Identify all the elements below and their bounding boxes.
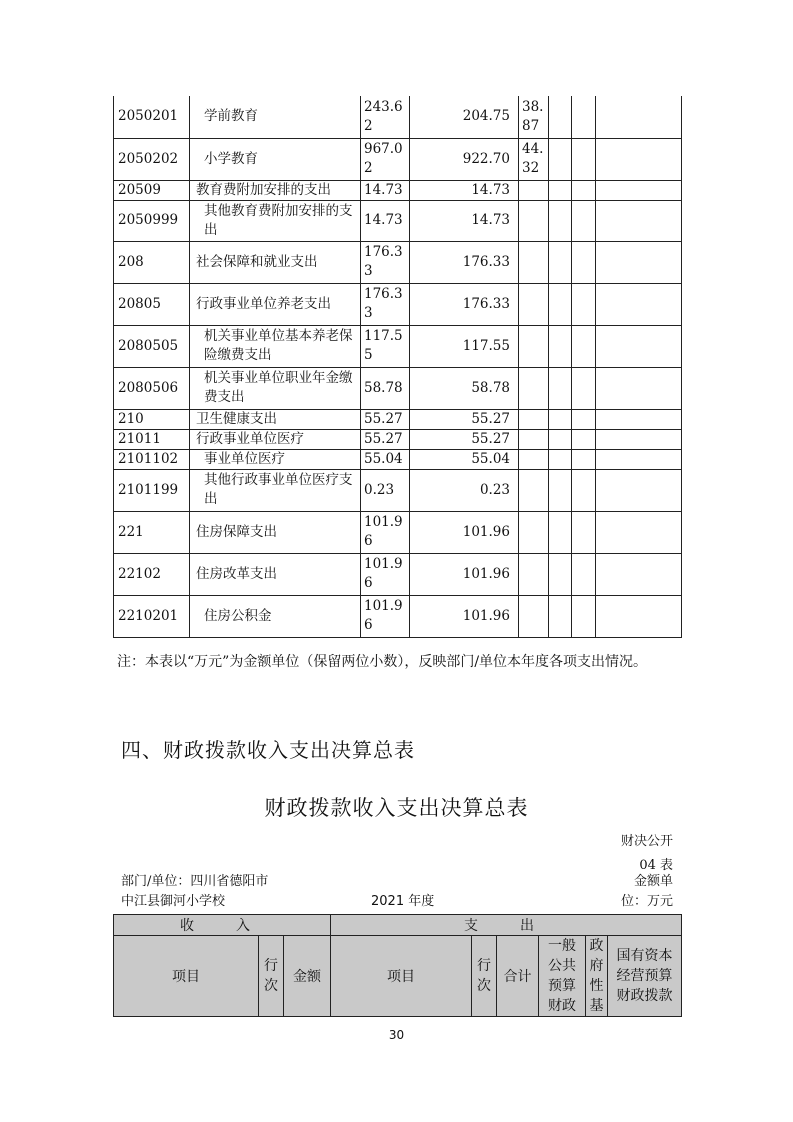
- row-empty-3: [596, 553, 682, 595]
- row-empty-1: [549, 96, 572, 138]
- row-basic: 101.96: [410, 595, 519, 637]
- row-name: 社会保障和就业支出: [190, 241, 361, 283]
- row-project: 38.87: [519, 96, 549, 138]
- row-empty-1: [549, 241, 572, 283]
- row-empty-2: [572, 138, 596, 180]
- state-capital-header: 国有资本经营预算财政拨款: [608, 936, 682, 1017]
- row-empty-1: [549, 409, 572, 429]
- dept-label-line2: 中江县御河小学校: [121, 894, 226, 909]
- row-empty-3: [596, 200, 682, 241]
- table-row: [114, 96, 682, 138]
- row-empty-1: [549, 283, 572, 325]
- row-empty-2: [572, 469, 596, 511]
- row-empty-2: [572, 367, 596, 409]
- unit-label-line1: 金额单: [633, 874, 673, 889]
- row-empty-2: [572, 180, 596, 200]
- row-empty-3: [596, 241, 682, 283]
- row-basic: 58.78: [410, 367, 519, 409]
- table-row: [114, 325, 682, 367]
- row-total: 58.78: [361, 367, 410, 409]
- row-project: [519, 409, 549, 429]
- row-empty-1: [549, 449, 572, 469]
- row-code: 22102: [114, 553, 190, 595]
- expense-header: 支 出: [331, 915, 682, 936]
- row-empty-2: [572, 429, 596, 449]
- form-code-line1: 财决公开: [620, 834, 673, 849]
- row-empty-3: [596, 138, 682, 180]
- row-project: [519, 283, 549, 325]
- row-code: 210: [114, 409, 190, 429]
- table-row: [114, 469, 682, 511]
- row-empty-1: [549, 469, 572, 511]
- row-empty-2: [572, 449, 596, 469]
- row-project: [519, 449, 549, 469]
- row-empty-2: [572, 241, 596, 283]
- row-name: 其他教育费附加安排的支出: [190, 200, 361, 241]
- row-empty-3: [596, 283, 682, 325]
- gov-fund-header: 政府性基: [586, 936, 608, 1017]
- row-total: 55.27: [361, 429, 410, 449]
- income-header: 收 入: [114, 915, 331, 936]
- income-amount-header: 金额: [284, 936, 331, 1017]
- row-empty-3: [596, 96, 682, 138]
- row-basic: 922.70: [410, 138, 519, 180]
- row-code: 20805: [114, 283, 190, 325]
- row-empty-1: [549, 429, 572, 449]
- row-name: 小学教育: [190, 138, 361, 180]
- row-empty-3: [596, 429, 682, 449]
- row-empty-2: [572, 409, 596, 429]
- income-item-header: 项目: [114, 936, 259, 1017]
- row-empty-2: [572, 283, 596, 325]
- table-row: [114, 595, 682, 637]
- row-project: [519, 180, 549, 200]
- row-total: 117.55: [361, 325, 410, 367]
- table-title: 财政拨款收入支出决算总表: [264, 796, 529, 820]
- section-heading: 四、财政拨款收入支出决算总表: [121, 738, 415, 762]
- row-empty-3: [596, 325, 682, 367]
- row-basic: 55.27: [410, 429, 519, 449]
- row-project: [519, 553, 549, 595]
- row-total: 243.62: [361, 96, 410, 138]
- row-empty-1: [549, 595, 572, 637]
- row-basic: 101.96: [410, 511, 519, 553]
- form-code-line2: 04 表: [639, 858, 673, 873]
- row-empty-2: [572, 325, 596, 367]
- row-empty-1: [549, 138, 572, 180]
- table-row: [114, 409, 682, 429]
- row-empty-3: [596, 449, 682, 469]
- table-row: [114, 200, 682, 241]
- row-empty-2: [572, 511, 596, 553]
- row-code: 2050202: [114, 138, 190, 180]
- row-code: 208: [114, 241, 190, 283]
- row-code: 221: [114, 511, 190, 553]
- row-name: 教育费附加安排的支出: [190, 180, 361, 200]
- row-name: 学前教育: [190, 96, 361, 138]
- table-row: [114, 511, 682, 553]
- table-row: [114, 367, 682, 409]
- row-basic: 55.04: [410, 449, 519, 469]
- page-number: 30: [388, 1028, 405, 1042]
- row-code: 2101199: [114, 469, 190, 511]
- row-code: 21011: [114, 429, 190, 449]
- row-name: 住房改革支出: [190, 553, 361, 595]
- fiscal-year: 2021 年度: [371, 894, 435, 909]
- row-empty-3: [596, 409, 682, 429]
- unit-label-line2: 位：万元: [620, 894, 673, 909]
- row-code: 2050999: [114, 200, 190, 241]
- row-total: 967.02: [361, 138, 410, 180]
- row-project: [519, 367, 549, 409]
- row-basic: 101.96: [410, 553, 519, 595]
- row-empty-1: [549, 200, 572, 241]
- general-budget-header: 一般公共预算财政: [539, 936, 586, 1017]
- row-empty-1: [549, 325, 572, 367]
- budget-summary-table: [113, 914, 682, 1017]
- row-basic: 14.73: [410, 180, 519, 200]
- form-code: [621, 833, 673, 875]
- table-row: [114, 241, 682, 283]
- row-empty-3: [596, 180, 682, 200]
- expense-row-no-header: 行次: [472, 936, 497, 1017]
- row-empty-3: [596, 367, 682, 409]
- income-row-no-header: 行次: [259, 936, 284, 1017]
- row-name: 行政事业单位养老支出: [190, 283, 361, 325]
- row-empty-2: [572, 200, 596, 241]
- row-basic: 0.23: [410, 469, 519, 511]
- row-name: 机关事业单位基本养老保险缴费支出: [190, 325, 361, 367]
- row-empty-1: [549, 553, 572, 595]
- row-project: [519, 429, 549, 449]
- row-name: 事业单位医疗: [190, 449, 361, 469]
- row-empty-3: [596, 469, 682, 511]
- table-note: 注：本表以“万元”为金额单位（保留两位小数），反映部门/单位本年度各项支出情况。: [117, 654, 648, 670]
- row-total: 0.23: [361, 469, 410, 511]
- row-code: 2210201: [114, 595, 190, 637]
- row-basic: 176.33: [410, 241, 519, 283]
- row-basic: 14.73: [410, 200, 519, 241]
- row-total: 176.33: [361, 283, 410, 325]
- row-project: [519, 511, 549, 553]
- row-name: 机关事业单位职业年金缴费支出: [190, 367, 361, 409]
- row-basic: 55.27: [410, 409, 519, 429]
- row-code: 2080505: [114, 325, 190, 367]
- row-name: 行政事业单位医疗: [190, 429, 361, 449]
- row-basic: 204.75: [410, 96, 519, 138]
- table-row: [114, 429, 682, 449]
- row-empty-1: [549, 180, 572, 200]
- row-empty-1: [549, 367, 572, 409]
- table-row: [114, 449, 682, 469]
- expense-item-header: 项目: [331, 936, 472, 1017]
- row-total: 101.96: [361, 595, 410, 637]
- row-project: [519, 200, 549, 241]
- table-row: [114, 138, 682, 180]
- row-total: 101.96: [361, 553, 410, 595]
- row-code: 2101102: [114, 449, 190, 469]
- row-empty-3: [596, 595, 682, 637]
- row-project: 44.32: [519, 138, 549, 180]
- row-total: 14.73: [361, 180, 410, 200]
- table-row: [114, 553, 682, 595]
- row-empty-2: [572, 553, 596, 595]
- row-empty-3: [596, 511, 682, 553]
- row-project: [519, 241, 549, 283]
- row-code: 2080506: [114, 367, 190, 409]
- row-total: 14.73: [361, 200, 410, 241]
- row-total: 55.04: [361, 449, 410, 469]
- row-project: [519, 469, 549, 511]
- expense-total-header: 合计: [497, 936, 539, 1017]
- row-total: 55.27: [361, 409, 410, 429]
- row-basic: 117.55: [410, 325, 519, 367]
- table-row: [114, 283, 682, 325]
- row-code: 20509: [114, 180, 190, 200]
- row-name: 卫生健康支出: [190, 409, 361, 429]
- row-total: 176.33: [361, 241, 410, 283]
- expense-detail-table: [113, 96, 682, 638]
- row-empty-2: [572, 96, 596, 138]
- row-name: 住房保障支出: [190, 511, 361, 553]
- row-name: 其他行政事业单位医疗支出: [190, 469, 361, 511]
- row-total: 101.96: [361, 511, 410, 553]
- row-code: 2050201: [114, 96, 190, 138]
- row-project: [519, 595, 549, 637]
- row-empty-2: [572, 595, 596, 637]
- table-row: [114, 180, 682, 200]
- row-name: 住房公积金: [190, 595, 361, 637]
- row-basic: 176.33: [410, 283, 519, 325]
- row-project: [519, 325, 549, 367]
- row-empty-1: [549, 511, 572, 553]
- dept-label-line1: 部门/单位：四川省德阳市: [121, 874, 269, 889]
